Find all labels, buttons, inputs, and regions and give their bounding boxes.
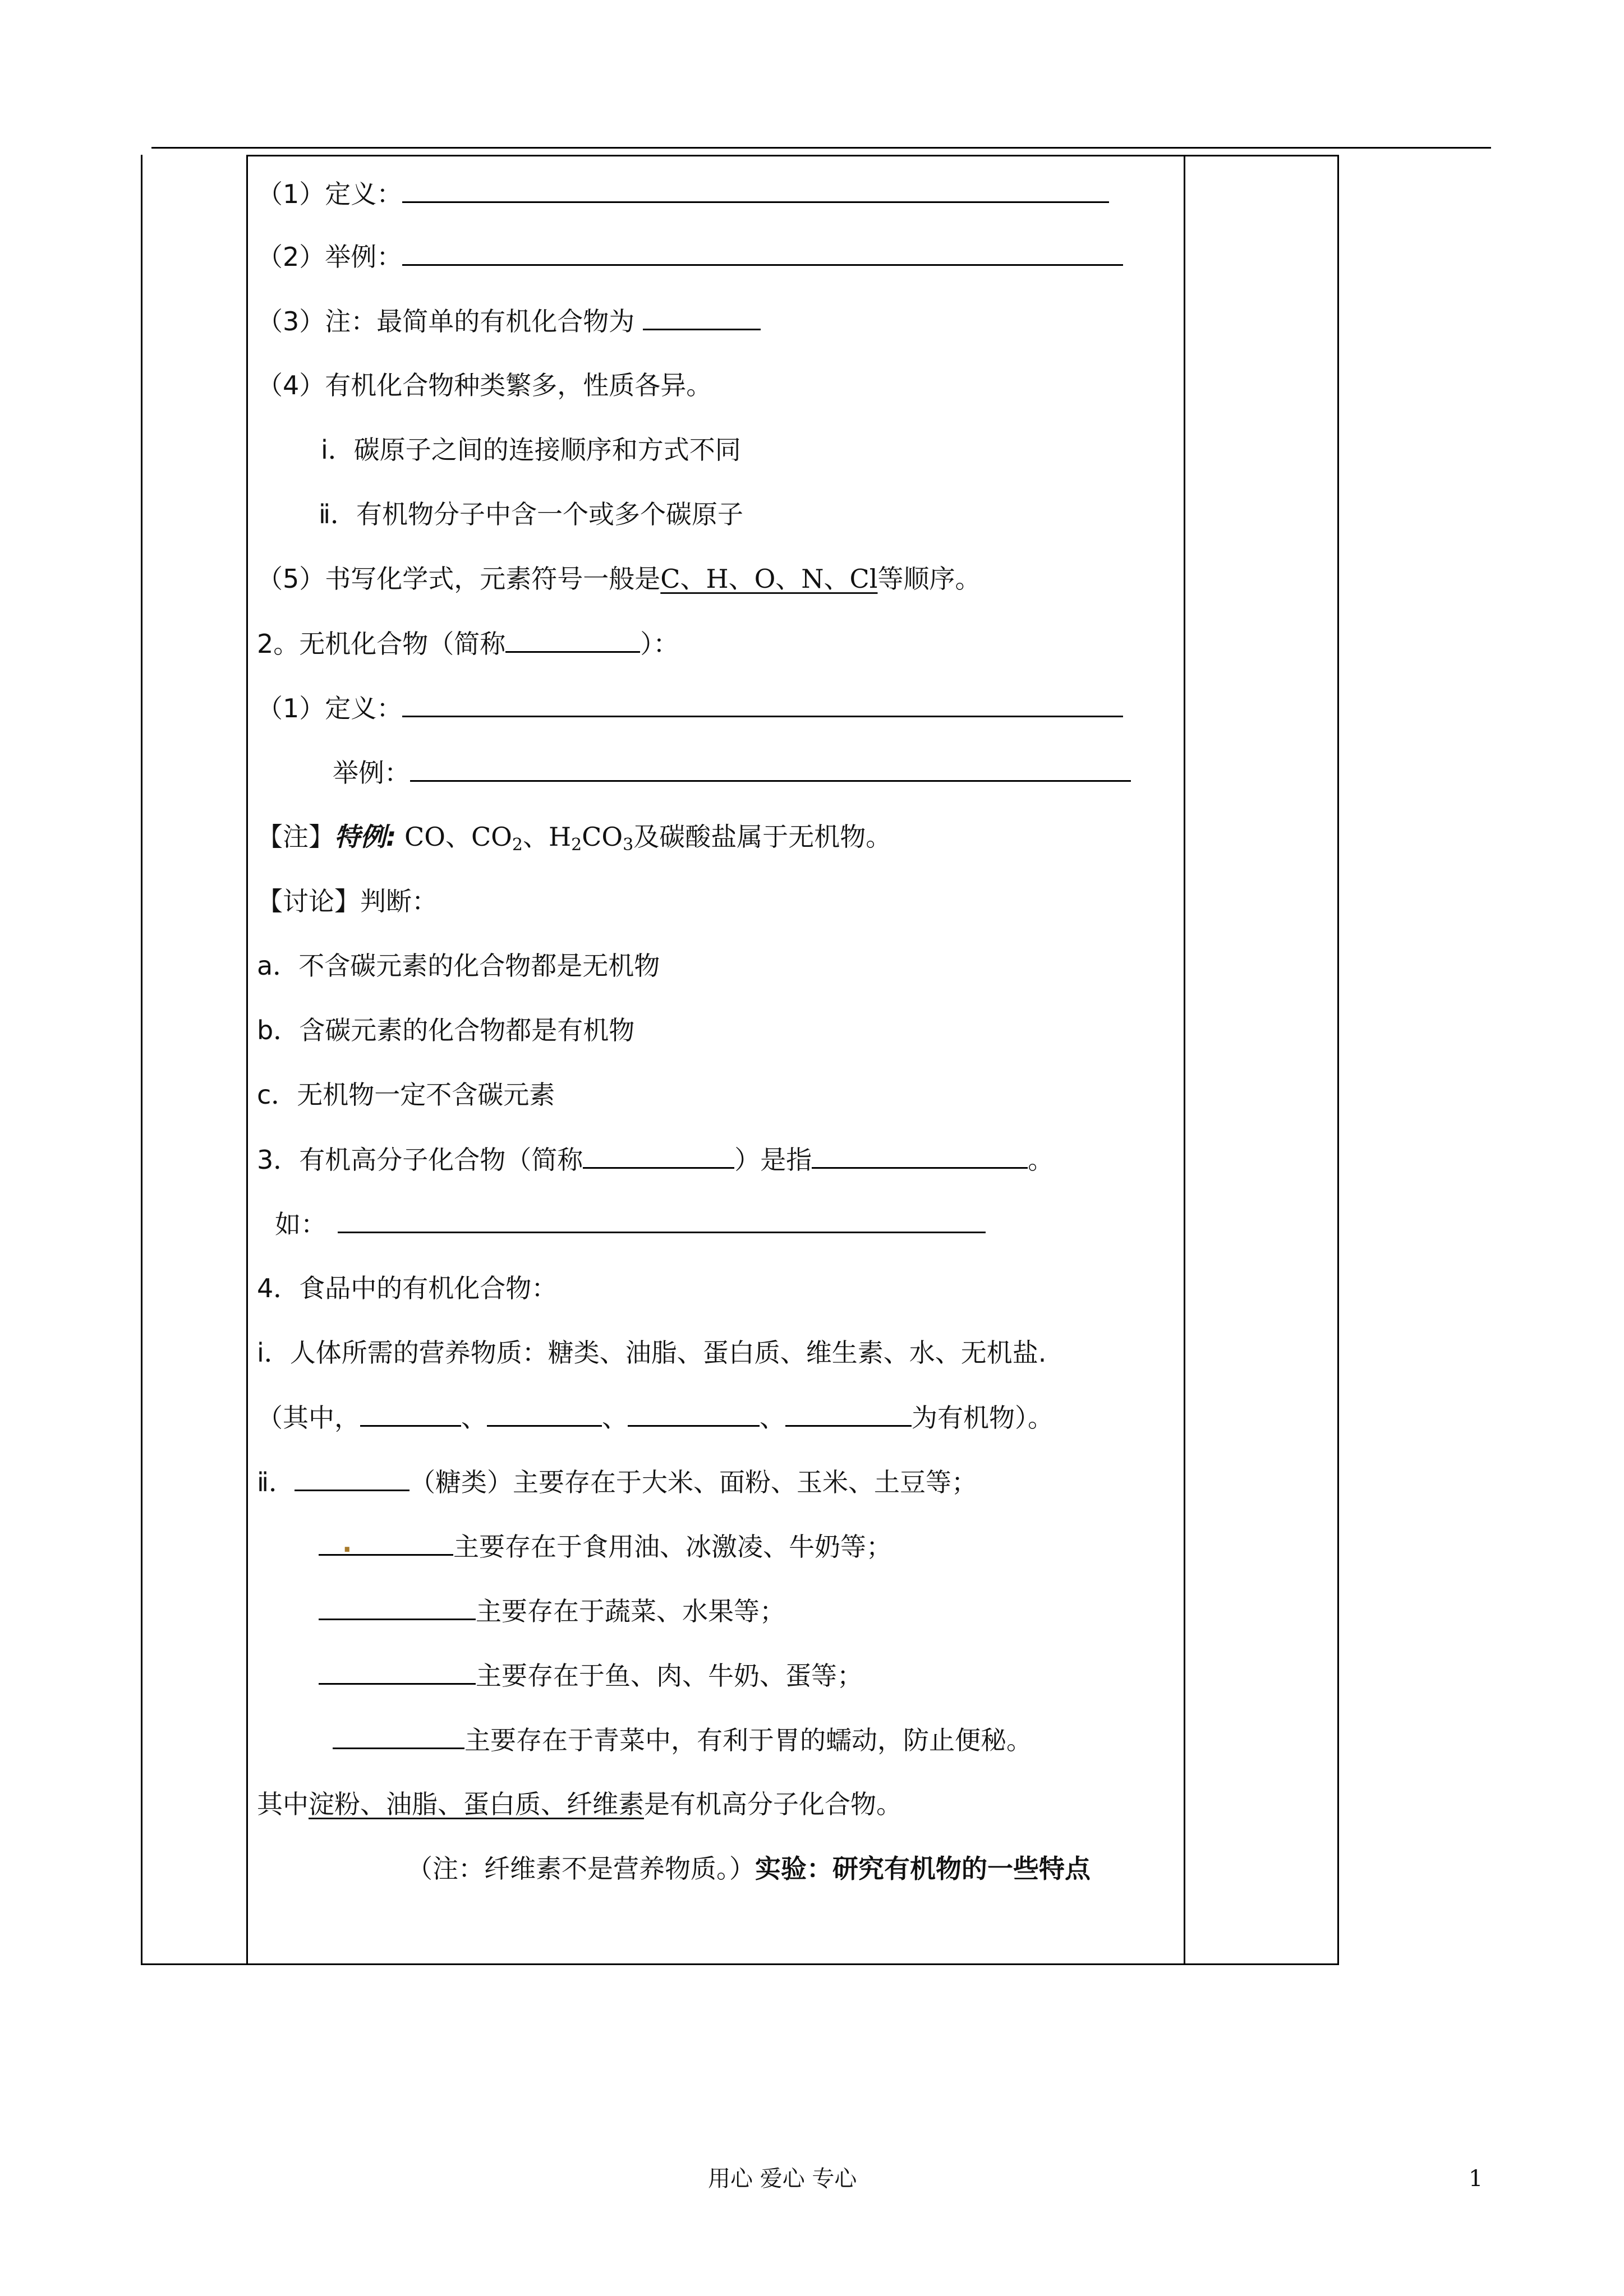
answer-blank[interactable] bbox=[402, 239, 1123, 266]
line-fiber-sources: 主要存在于青菜中，有利于胃的蠕动，防止便秘。 bbox=[333, 1723, 1032, 1757]
answer-blank[interactable] bbox=[319, 1658, 476, 1685]
line-polymer-example: 如： bbox=[275, 1207, 986, 1241]
line-inorganic-definition: （1）定义： bbox=[257, 691, 1123, 725]
answer-blank[interactable] bbox=[643, 304, 761, 330]
answer-blank[interactable] bbox=[338, 1207, 986, 1233]
line-organic-variety: （4）有机化合物种类繁多，性质各异。 bbox=[257, 370, 712, 400]
line-definition: （1）定义： bbox=[257, 177, 1109, 211]
line-discussion-heading: 【讨论】判断： bbox=[257, 886, 438, 916]
answer-blank[interactable] bbox=[505, 626, 640, 653]
table-top-border bbox=[247, 155, 1338, 156]
line-fat-sources: . 主要存在于食用油、冰激凌、牛奶等； bbox=[319, 1529, 892, 1564]
answer-blank[interactable] bbox=[487, 1400, 602, 1427]
answer-blank[interactable] bbox=[628, 1400, 760, 1427]
line-organic-nutrients: （其中， 、 、 、 为有机物）。 bbox=[257, 1400, 1053, 1435]
answer-blank[interactable] bbox=[583, 1142, 734, 1169]
header-rule bbox=[151, 147, 1491, 149]
table-right-border bbox=[1337, 155, 1339, 1965]
line-example: （2）举例： bbox=[257, 239, 1123, 274]
answer-blank[interactable] bbox=[402, 691, 1123, 717]
answer-blank[interactable] bbox=[410, 755, 1131, 782]
answer-blank[interactable] bbox=[319, 1594, 476, 1620]
line-protein-sources: 主要存在于鱼、肉、牛奶、蛋等； bbox=[319, 1658, 863, 1693]
footer-slogan: 用心 爱心 专心 bbox=[708, 2166, 857, 2192]
line-judge-b: b．含碳元素的化合物都是有机物 bbox=[257, 1015, 635, 1045]
line-food-heading: 4．食品中的有机化合物： bbox=[257, 1273, 558, 1303]
answer-blank[interactable] bbox=[812, 1142, 1028, 1169]
answer-blank[interactable] bbox=[402, 177, 1109, 203]
line-judge-a: a．不含碳元素的化合物都是无机物 bbox=[257, 951, 660, 981]
line-reason-i: ⅰ．碳原子之间的连接顺序和方式不同 bbox=[321, 435, 741, 465]
line-sugar-sources: ⅱ． （糖类）主要存在于大米、面粉、玉米、土豆等； bbox=[257, 1465, 977, 1499]
stray-dot: . bbox=[342, 1528, 352, 1558]
line-vitamin-sources: 主要存在于蔬菜、水果等； bbox=[319, 1594, 785, 1628]
answer-blank[interactable] bbox=[319, 1529, 453, 1556]
line-polymer-heading: 3．有机高分子化合物（简称 ）是指 。 bbox=[257, 1142, 1053, 1177]
table-bottom-border bbox=[141, 1963, 1339, 1965]
line-simplest-organic: （3）注：最简单的有机化合物为 bbox=[257, 304, 761, 338]
table-column-divider-right bbox=[1184, 155, 1185, 1965]
table-column-divider-left bbox=[246, 155, 248, 1965]
line-inorganic-heading: 2。无机化合物（简称 ）： bbox=[257, 626, 679, 661]
line-judge-c: c．无机物一定不含碳元素 bbox=[257, 1080, 555, 1110]
answer-blank[interactable] bbox=[295, 1465, 410, 1491]
line-inorganic-example: 举例： bbox=[333, 755, 1131, 790]
answer-blank[interactable] bbox=[360, 1400, 461, 1427]
answer-blank[interactable] bbox=[333, 1723, 464, 1749]
line-nutrients: ⅰ．人体所需的营养物质：糖类、油脂、蛋白质、维生素、水、无机盐. bbox=[257, 1338, 1047, 1368]
answer-blank[interactable] bbox=[785, 1400, 912, 1427]
line-special-case-note: 【注】特例: CO、$CO_2$、$H_2CO_3$及碳酸盐属于无机物。 bbox=[257, 822, 892, 855]
line-reason-ii: ⅱ．有机物分子中含一个或多个碳原子 bbox=[319, 499, 744, 529]
line-fiber-note-experiment: （注：纤维素不是营养物质。）实验：研究有机物的一些特点 bbox=[407, 1854, 1091, 1884]
line-formula-order: （5）书写化学式，元素符号一般是C、H、O、N、Cl等顺序。 bbox=[257, 564, 981, 594]
page-number: 1 bbox=[1469, 2166, 1483, 2192]
table-left-border bbox=[141, 155, 142, 1965]
line-polymer-list: 其中淀粉、油脂、蛋白质、纤维素是有机高分子化合物。 bbox=[257, 1789, 902, 1819]
